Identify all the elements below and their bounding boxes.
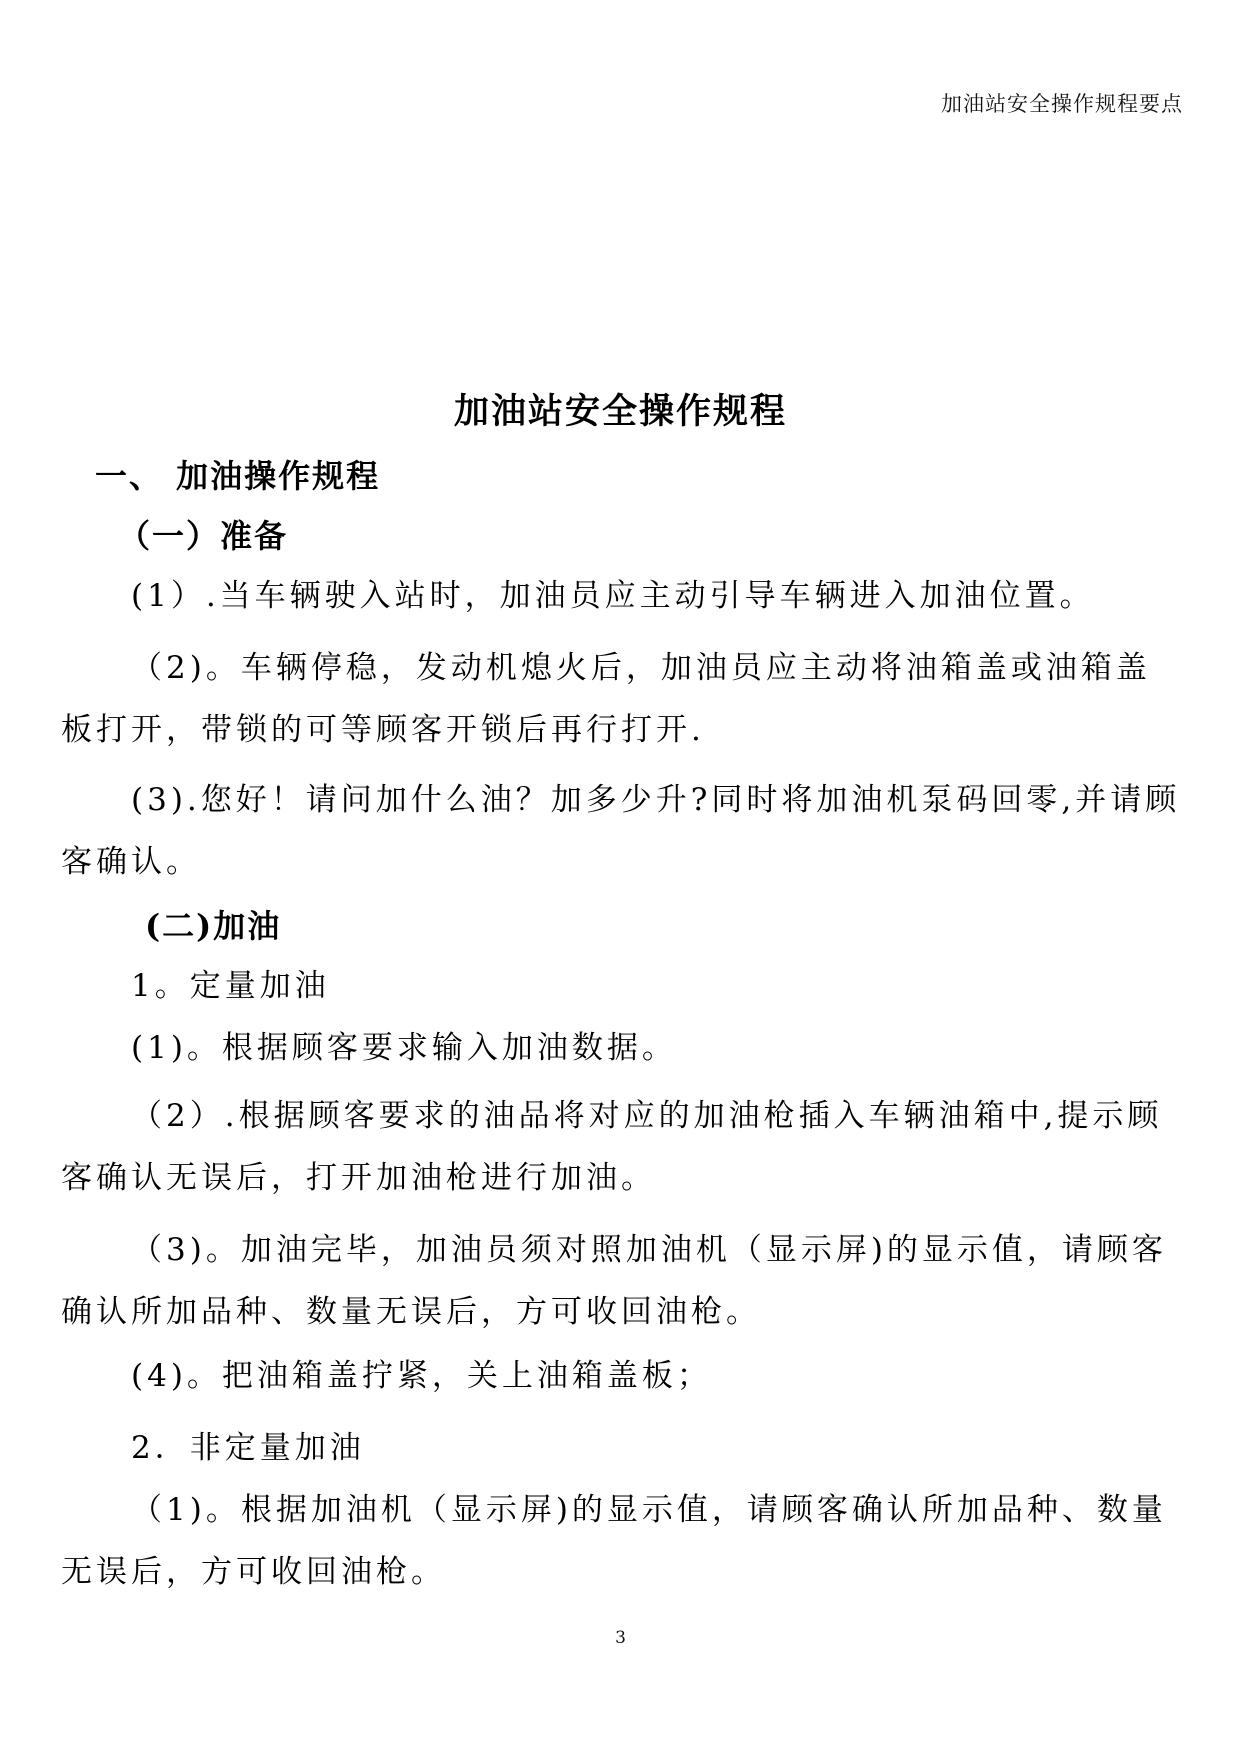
section-heading: 一、 加油操作规程 [95,457,381,495]
paragraph: （2）.根据顾客要求的油品将对应的加油枪插入车辆油箱中,提示顾客确认无误后，打开加油枪进行加油。 [61,1098,1163,1196]
paragraph: (1)。根据顾客要求输入加油数据。 [131,1030,677,1066]
paragraph: （2)。车辆停稳，发动机熄火后，加油员应主动将油箱盖或油箱盖板打开，带锁的可等顾客开锁后再行打开. [61,650,1151,748]
document-title: 加油站安全操作规程 [453,391,787,432]
subsection-heading-fueling: (二)加油 [145,907,282,945]
paragraph: （3)。加油完毕，加油员须对照加油机（显示屏)的显示值，请顾客确认所加品种、数量无误后，方可收回油枪。 [61,1232,1167,1330]
paragraph: (4)。把油箱盖拧紧，关上油箱盖板； [131,1358,712,1394]
part-heading: 1。定量加油 [131,968,330,1004]
paragraph: (1）.当车辆驶入站时，加油员应主动引导车辆进入加油位置。 [131,578,1095,614]
paragraph: (3).您好！请问加什么油？加多少升?同时将加油机泵码回零,并请顾客确认。 [61,782,1181,880]
paragraph: （1)。根据加油机（显示屏)的显示值，请顾客确认所加品种、数量无误后，方可收回油枪。 [61,1492,1167,1590]
part-heading: 2．非定量加油 [131,1430,365,1466]
subsection-heading-prep: （一）准备 [118,517,289,555]
running-header: 加油站安全操作规程要点 [941,92,1183,116]
page-number: 3 [615,1628,626,1648]
